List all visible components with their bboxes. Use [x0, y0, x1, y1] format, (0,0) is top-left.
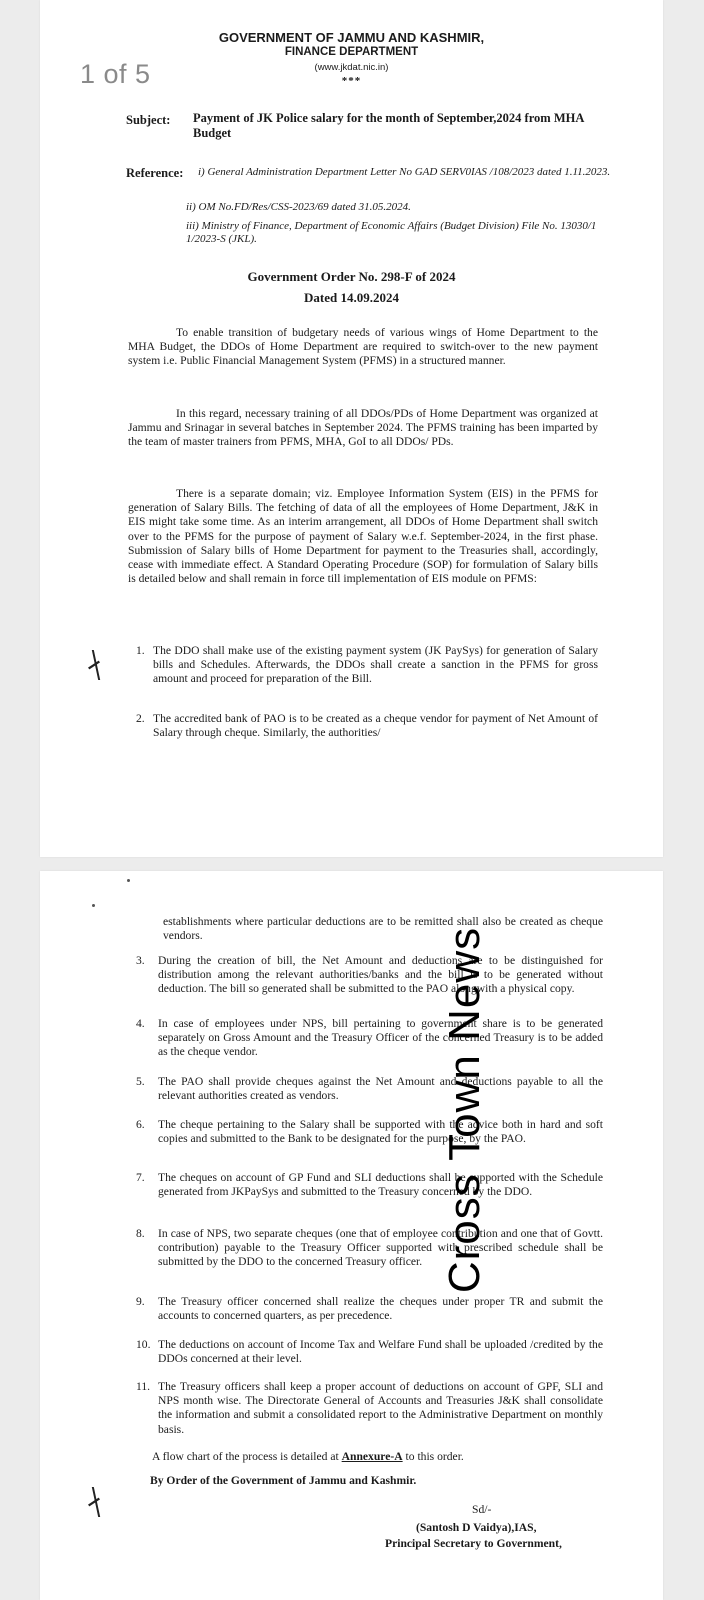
document-page-1 — [40, 0, 663, 857]
order-date: Dated 14.09.2024 — [304, 290, 399, 305]
flowchart-text-end: to this order. — [402, 1450, 464, 1463]
document-page-2 — [40, 871, 663, 1600]
header-department: FINANCE DEPARTMENT — [284, 46, 419, 58]
list-number: 11. — [136, 1380, 151, 1393]
list-item — [136, 1338, 603, 1366]
list-number: 7. — [136, 1171, 145, 1184]
reference-item: iii) Ministry of Finance, Department of Economic Affairs (Budget Division) File No. 13030/1 1/2023-S (JKL). — [186, 220, 597, 245]
watermark-text: Cross Town News — [440, 926, 489, 1294]
list-item — [136, 1227, 603, 1270]
list-item — [136, 1380, 603, 1437]
list-number: 8. — [136, 1227, 145, 1240]
header-website: (www.jkdat.nic.in) — [314, 62, 389, 73]
list-text: In case of NPS, two separate cheques (one that of employee contribution and one that of Govtt. contribution) payable to the Treasury Officer supported with prescribed schedule shall be submitted by the DDO to the concerned Treasury officer. — [158, 1227, 603, 1269]
subject-text: Payment of JK Police salary for the month of September,2024 from MHA Budget — [193, 111, 584, 140]
list-text: During the creation of bill, the Net Amount and deductions are to be distinguished for distribution among the relevant authorities/banks and the bill is to be generated without deduction. The bill so generated shall be submitted to the PAO alongwith a physical copy. — [158, 954, 603, 996]
flowchart-note — [152, 1450, 603, 1464]
body-paragraph: There is a separate domain; viz. Employee Information System (EIS) in the PFMS for generation of Salary Bills. The fetching of data of all the employees of Home Department, J&K in EIS might take some time. As an interim arrangement, all DDOs of Home Department shall switch over to the PFMS for the purpose of payment of Salary w.e.f. September-2024, in the first phase. Submission of Salary bills of Home Department for payment to the Treasuries shall, accordingly, cease with immediate effect. A Standard Operating Procedure (SOP) for formulation of Salary bills is detailed below and shall remain in force till implementation of EIS module on PFMS: — [128, 487, 598, 586]
list-text: The deductions on account of Income Tax and Welfare Fund shall be uploaded /credited by the DDOs concerned at their level. — [158, 1338, 603, 1366]
list-item — [136, 644, 598, 687]
scan-speck — [92, 904, 95, 907]
signature-name: (Santosh D Vaidya),IAS, — [416, 1521, 537, 1534]
list-item — [136, 1075, 603, 1103]
list-text: In case of employees under NPS, bill pertaining to government share is to be generated separately on Gross Amount and the Treasury Officer of the concerned Treasury is to be added as the cheque vendor. — [158, 1017, 603, 1059]
list-text: The DDO shall make use of the existing payment system (JK PaySys) for generation of Salary bills and Schedules. Afterwards, the DDOs shall create a sanction in the PFMS for gross amount and proceed for preparation of the Bill. — [153, 644, 598, 686]
subject-label: Subject: — [126, 113, 171, 127]
list-item — [136, 1118, 603, 1146]
body-paragraph: In this regard, necessary training of all DDOs/PDs of Home Department was organized at Jammu and Srinagar in several batches in September 2024. The PFMS training has been imparted by the team of master trainers from PFMS, MHA, GoI to all DDOs/ PDs. — [128, 407, 598, 449]
reference-label: Reference: — [126, 166, 184, 180]
list-item — [136, 1295, 603, 1323]
flowchart-text: A flow chart of the process is detailed at — [152, 1450, 342, 1463]
page-counter: 1 of 5 — [80, 59, 151, 89]
signature-title: Principal Secretary to Government, — [385, 1537, 562, 1550]
list-item — [136, 712, 598, 740]
order-title: Government Order No. 298-F of 2024 — [247, 269, 456, 284]
list-number: 3. — [136, 954, 145, 967]
reference-item: ii) OM No.FD/Res/CSS-2023/69 dated 31.05.2024. — [186, 201, 411, 213]
list-item — [163, 915, 603, 943]
list-item — [136, 1017, 603, 1060]
list-item — [136, 1171, 603, 1199]
closing-line: By Order of the Government of Jammu and Kashmir. — [150, 1474, 417, 1487]
list-text: The PAO shall provide cheques against the Net Amount and deductions payable to all the relevant authorities created as vendors. — [158, 1075, 603, 1103]
list-number: 9. — [136, 1295, 145, 1308]
body-paragraph: To enable transition of budgetary needs of various wings of Home Department to the MHA Budget, the DDOs of Home Department are required to switch-over to the new payment system i.e. Public Financial Management System (PFMS) in a structured manner. — [128, 326, 598, 368]
list-text: establishments where particular deductions are to be remitted shall also be created as cheque vendors. — [163, 915, 603, 943]
list-text: The accredited bank of PAO is to be created as a cheque vendor for payment of Net Amount of Salary through cheque. Similarly, the authorities/ — [153, 712, 598, 740]
scan-speck — [127, 879, 130, 882]
reference-item: i) General Administration Department Letter No GAD SERV0IAS /108/2023 dated 1.11.2023. — [198, 166, 611, 178]
list-text: The Treasury officer concerned shall realize the cheques under proper TR and submit the accounts to concerned quarters, as per precedence. — [158, 1295, 603, 1323]
list-number: 1. — [136, 644, 145, 657]
signature-sd: Sd/- — [472, 1503, 492, 1516]
list-number: 2. — [136, 712, 145, 725]
list-text: The cheque pertaining to the Salary shall be supported with the advice both in hard and soft copies and submitted to the Bank to be designated for the purpose, by the PAO. — [158, 1118, 603, 1146]
list-number: 6. — [136, 1118, 145, 1131]
list-number: 10. — [136, 1338, 151, 1351]
handwritten-tick-mark — [92, 650, 114, 680]
annexure-link[interactable]: Annexure-A — [341, 1450, 403, 1463]
list-number: 4. — [136, 1017, 145, 1030]
list-number: 5. — [136, 1075, 145, 1088]
list-item — [136, 954, 603, 997]
list-text: The Treasury officers shall keep a proper account of deductions on account of GPF, SLI and NPS month wise. The Directorate General of Accounts and Treasuries J&K shall consolidate the information and submit a consolidated report to the Administrative Department on monthly basis. — [158, 1380, 603, 1436]
header-government: GOVERNMENT OF JAMMU AND KASHMIR, — [218, 30, 485, 45]
list-text: The cheques on account of GP Fund and SLI deductions shall be supported with the Schedule generated from JKPaySys and submitted to the Treasury concerned by the DDO. — [158, 1171, 603, 1199]
header-stars: *** — [341, 75, 362, 87]
handwritten-tick-mark — [92, 1487, 114, 1517]
